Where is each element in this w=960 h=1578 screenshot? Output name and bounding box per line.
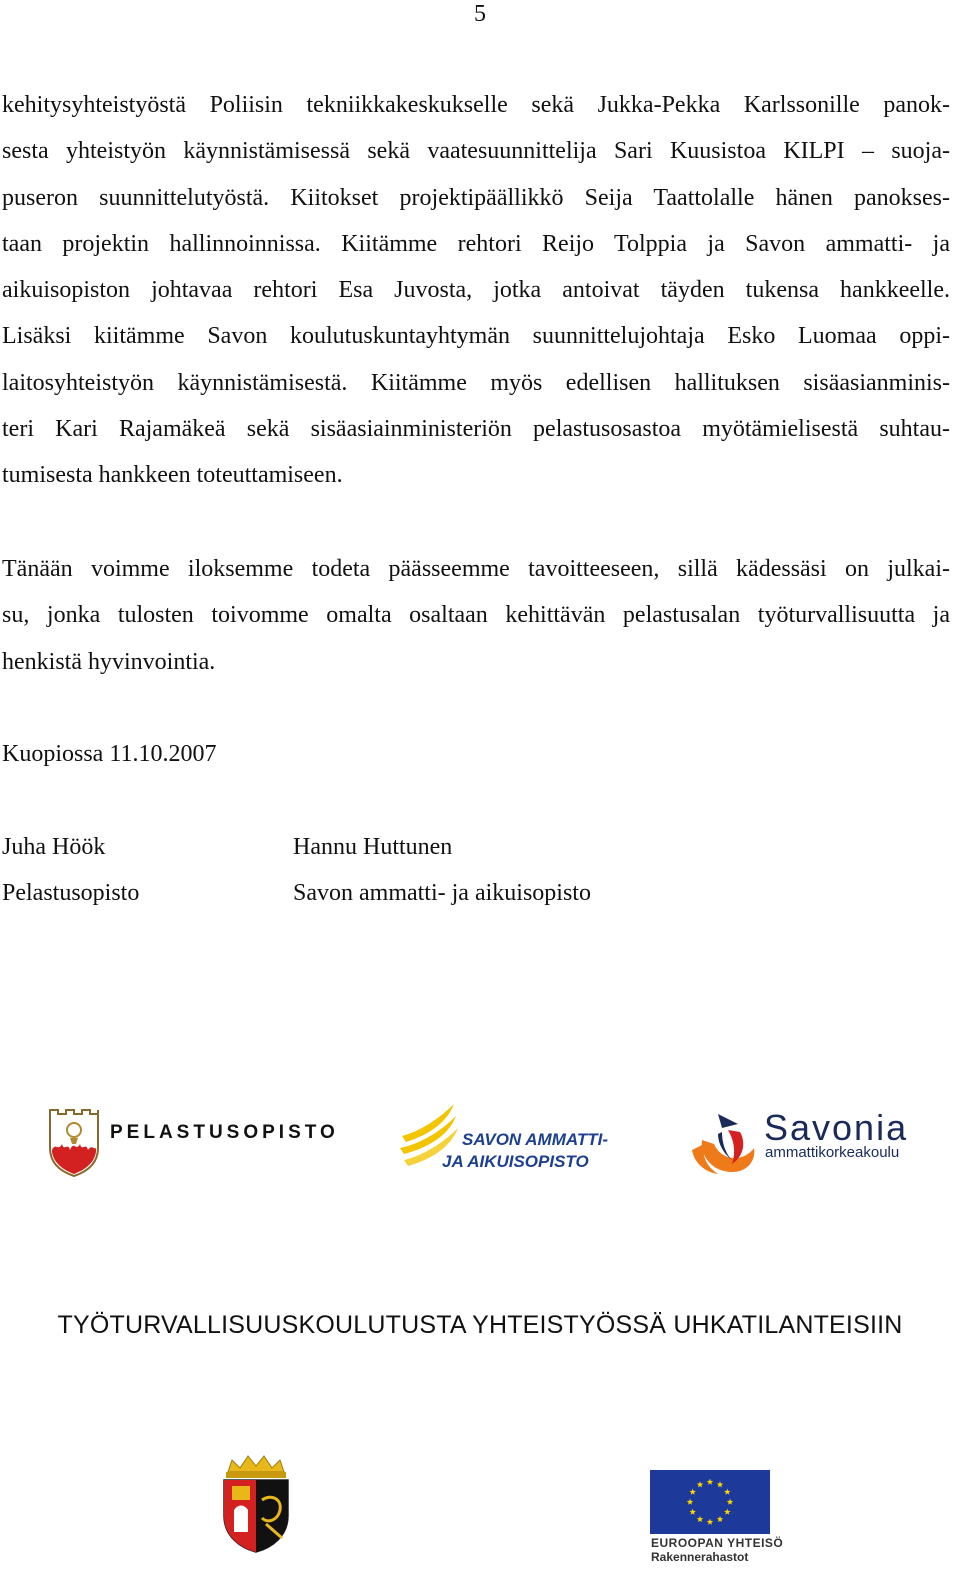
text-line: henkistä hyvinvointia. — [2, 648, 216, 675]
eu-logo — [650, 1468, 820, 1564]
paragraph-acknowledgements — [2, 82, 950, 499]
eu-label-line2: Rakennerahastot — [651, 1550, 749, 1564]
savon-wordmark-line2: JA AIKUISOPISTO — [442, 1152, 589, 1171]
pelastusopisto-emblem-icon — [46, 1108, 102, 1178]
paragraph-conclusion — [2, 546, 950, 685]
text-line: tumisesta hankkeen toteuttamiseen. — [2, 462, 343, 489]
eu-flag-icon — [650, 1470, 770, 1534]
text-line: teri Kari Rajamäkeä sekä sisäasiainministeriön pelastusosastoa myötämielisestä suhtau- — [2, 416, 950, 443]
text-line: kehitysyhteistyöstä Poliisin tekniikkakeskukselle sekä Jukka-Pekka Karlssonille panok- — [2, 92, 950, 118]
savonia-wordmark: Savonia — [764, 1107, 909, 1148]
savon-ammatti-logo — [398, 1102, 628, 1178]
text-line: su, jonka tulosten toivomme omalta osaltaan kehittävän pelastusalan työturvallisuutta ja — [2, 602, 950, 629]
pelastusopisto-wordmark: PELASTUSOPISTO — [110, 1122, 339, 1143]
project-banner-title: TYÖTURVALLISUUSKOULUTUSTA YHTEISTYÖSSÄ UHKATILANTEISIIN — [57, 1311, 903, 1339]
page-number: 5 — [474, 1, 486, 27]
savonia-subtitle: ammattikorkeakoulu — [765, 1144, 900, 1161]
coat-of-arms-icon — [218, 1454, 294, 1554]
text-line: taan projektin hallinnoinnissa. Kiitämme rehtori Reijo Tolppia ja Savon ammatti- ja — [2, 230, 950, 257]
coat-of-arms-logo — [218, 1454, 294, 1554]
text-line: laitosyhteistyön käynnistämisestä. Kiitämme myös edellisen hallituksen sisäasianminis- — [2, 369, 950, 396]
eu-label-line1: EUROOPAN YHTEISÖ — [651, 1536, 784, 1550]
savonia-logo — [688, 1108, 928, 1178]
savonia-flame-icon — [688, 1110, 760, 1176]
text-line: Tänään voimme iloksemme todeta päässeemme tavoitteeseen, sillä kädessäsi on julkai- — [2, 556, 950, 582]
signature-org-1: Pelastusopisto — [2, 880, 140, 906]
place-date: Kuopiossa 11.10.2007 — [2, 741, 217, 767]
signature-name-1: Juha Höök — [2, 834, 106, 860]
signature-name-2: Hannu Huttunen — [293, 834, 453, 860]
text-line: sesta yhteistyön käynnistämisessä sekä vaatesuunnittelija Sari Kuusistoa KILPI – suoja- — [2, 138, 950, 165]
text-line: puseron suunnittelutyöstä. Kiitokset projektipäällikkö Seija Taattolalle hänen panokses- — [2, 184, 950, 211]
text-line: aikuisopiston johtavaa rehtori Esa Juvosta, jotka antoivat täyden tukensa hankkeelle. — [2, 277, 950, 304]
pelastusopisto-logo — [46, 1108, 339, 1178]
signature-org-2: Savon ammatti- ja aikuisopisto — [293, 880, 591, 906]
savon-wordmark-line1: SAVON AMMATTI- — [462, 1130, 609, 1149]
text-line: Lisäksi kiitämme Savon koulutuskuntayhtymän suunnittelujohtaja Esko Luomaa oppi- — [2, 323, 950, 350]
